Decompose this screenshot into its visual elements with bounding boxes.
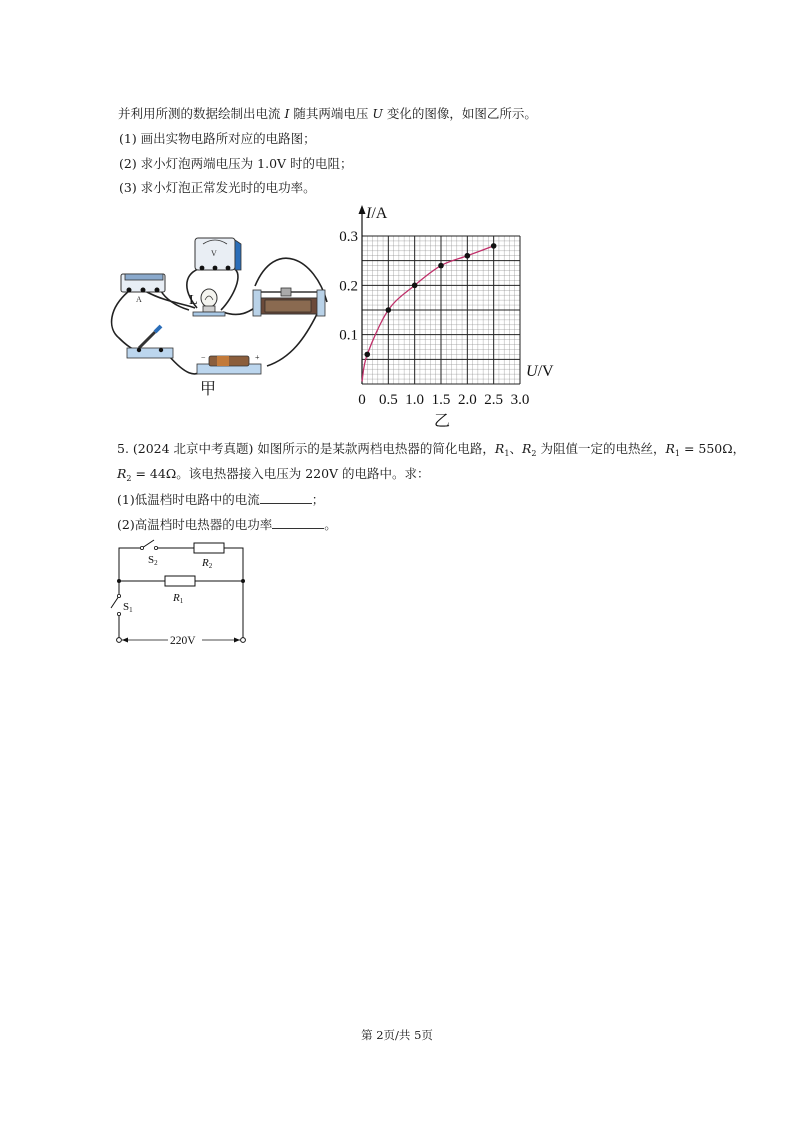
- question-1-end: ；: [311, 492, 325, 507]
- r2-symbol-eq: R: [117, 466, 127, 481]
- x-tick-labels: [358, 392, 529, 408]
- r1-subscript-diagram: 1: [179, 597, 184, 605]
- switch: [127, 326, 173, 358]
- battery-plus: +: [255, 353, 260, 362]
- r2-value: = 44Ω: [131, 466, 177, 481]
- r1-symbol: R: [494, 441, 505, 456]
- var-voltage: U: [372, 106, 383, 121]
- x-tick-label: 0.5: [378, 392, 398, 408]
- battery-minus: −: [201, 353, 206, 362]
- answer-blank-1[interactable]: [260, 492, 312, 504]
- intro-text: 并利用所测的数据绘制出电流: [118, 106, 285, 121]
- data-point: [386, 307, 392, 313]
- s2-contact-right: [154, 546, 157, 549]
- intro-text-mid: 随其两端电压: [289, 106, 373, 121]
- terminal-left: [117, 638, 122, 643]
- problem5-question-2: [117, 517, 337, 533]
- resistor-r1: [165, 576, 195, 586]
- s2-letter: S: [148, 554, 155, 566]
- data-point: [465, 253, 471, 259]
- y-axis-unit: /A: [371, 205, 388, 222]
- figure-jia-circuit: [105, 228, 345, 408]
- resistor-r2: [194, 543, 224, 553]
- y-tick-label: 0.3: [339, 229, 358, 245]
- y-axis-label: [365, 205, 388, 222]
- y-axis-arrow-icon: [359, 205, 366, 214]
- x-tick-label: 1.0: [405, 392, 425, 408]
- problem4-question-1: (1) 画出实物电路所对应的电路图；: [119, 131, 316, 146]
- r1-subscript-eq: 1: [674, 449, 680, 458]
- s2-contact-left: [140, 546, 143, 549]
- r2-subscript-diagram: 2: [208, 562, 213, 570]
- r1-letter: R: [173, 592, 180, 604]
- problem5-line-2: [117, 466, 430, 487]
- question-1-text: (1)低温档时电路中的电流: [117, 492, 260, 507]
- lamp: [189, 289, 225, 316]
- s2-subscript: 2: [154, 559, 158, 567]
- x-tick-label: 2.5: [484, 392, 504, 408]
- s1-letter: S: [123, 601, 130, 613]
- r2-label: [201, 557, 213, 570]
- x-tick-label: 2.0: [457, 392, 477, 408]
- x-tick-label: 1.5: [431, 392, 451, 408]
- lamp-label: L: [189, 293, 198, 308]
- s1-subscript: 1: [129, 606, 133, 614]
- page-footer: 第 2页/共 5页: [361, 1028, 433, 1042]
- data-point: [491, 243, 497, 249]
- y-tick-label: 0.2: [339, 278, 358, 295]
- s1-contact-top: [117, 594, 120, 597]
- question-2-text: (2)高温档时电热器的电功率: [117, 517, 273, 532]
- problem5-intro: 5. (2024 北京中考真题) 如图所示的是某款两档电热器的简化电路，: [117, 441, 495, 456]
- problem5-question-1: [117, 492, 324, 508]
- intro-text-end: 变化的图像，如图乙所示。: [382, 106, 537, 121]
- junction-right: [241, 579, 245, 583]
- r1-subscript: 1: [504, 449, 510, 458]
- data-point: [412, 283, 418, 289]
- ammeter: [121, 274, 165, 304]
- x-tick-label: 0: [358, 392, 366, 408]
- arrowhead-right-icon: [234, 638, 240, 643]
- voltmeter-label: V: [211, 249, 217, 258]
- r1-label: [172, 592, 184, 605]
- problem4-question-2: (2) 求小灯泡两端电压为 1.0V 时的电阻；: [119, 156, 353, 171]
- r2-subscript-eq: 2: [126, 474, 132, 483]
- battery: [197, 353, 261, 374]
- x-tick-label: 3.0: [510, 392, 530, 408]
- problem5-intro-2: 为阻值一定的电热丝，: [536, 441, 666, 456]
- iu-curve: [362, 246, 494, 382]
- terminal-right: [241, 638, 246, 643]
- figure-yi-caption: 乙: [434, 413, 451, 428]
- data-point: [364, 352, 370, 358]
- separator: 、: [509, 441, 522, 456]
- answer-blank-2[interactable]: [272, 517, 324, 529]
- y-tick-label: 0.1: [339, 327, 358, 344]
- r2-symbol: R: [521, 441, 532, 456]
- x-axis-var: U: [526, 363, 538, 380]
- problem4-intro: [118, 106, 537, 122]
- figure-yi-chart: [330, 196, 570, 428]
- x-axis-label: [526, 363, 554, 380]
- problem5-circuit-diagram: [110, 536, 260, 652]
- s1-contact-bottom: [117, 612, 120, 615]
- data-point: [438, 263, 444, 269]
- x-axis-unit: /V: [537, 363, 554, 380]
- arrowhead-left-icon: [122, 638, 128, 643]
- problem4-question-3: (3) 求小灯泡正常发光时的电功率。: [119, 180, 316, 195]
- question-2-end: 。: [324, 517, 337, 532]
- r2-letter: R: [202, 557, 209, 569]
- rheostat: [253, 288, 325, 316]
- junction-left: [117, 579, 121, 583]
- var-current: I: [284, 106, 290, 121]
- problem5-line-1: [117, 441, 745, 462]
- ammeter-label: A: [136, 295, 142, 304]
- r2-subscript: 2: [531, 449, 537, 458]
- problem5-line-2-text: 。该电热器接入电压为 220V 的电路中。求：: [176, 466, 430, 481]
- schematic-wires: [111, 540, 243, 640]
- r1-symbol-eq: R: [665, 441, 675, 456]
- y-tick-labels: [339, 229, 358, 344]
- y-axis-var: I: [366, 205, 372, 222]
- voltmeter: [195, 238, 241, 270]
- chart-axes: [359, 205, 366, 384]
- s2-label: [148, 554, 158, 567]
- r1-value: = 550Ω，: [679, 441, 746, 456]
- voltage-label: 220V: [170, 635, 196, 647]
- figure-jia-caption: 甲: [200, 381, 217, 398]
- s1-label: [123, 601, 133, 614]
